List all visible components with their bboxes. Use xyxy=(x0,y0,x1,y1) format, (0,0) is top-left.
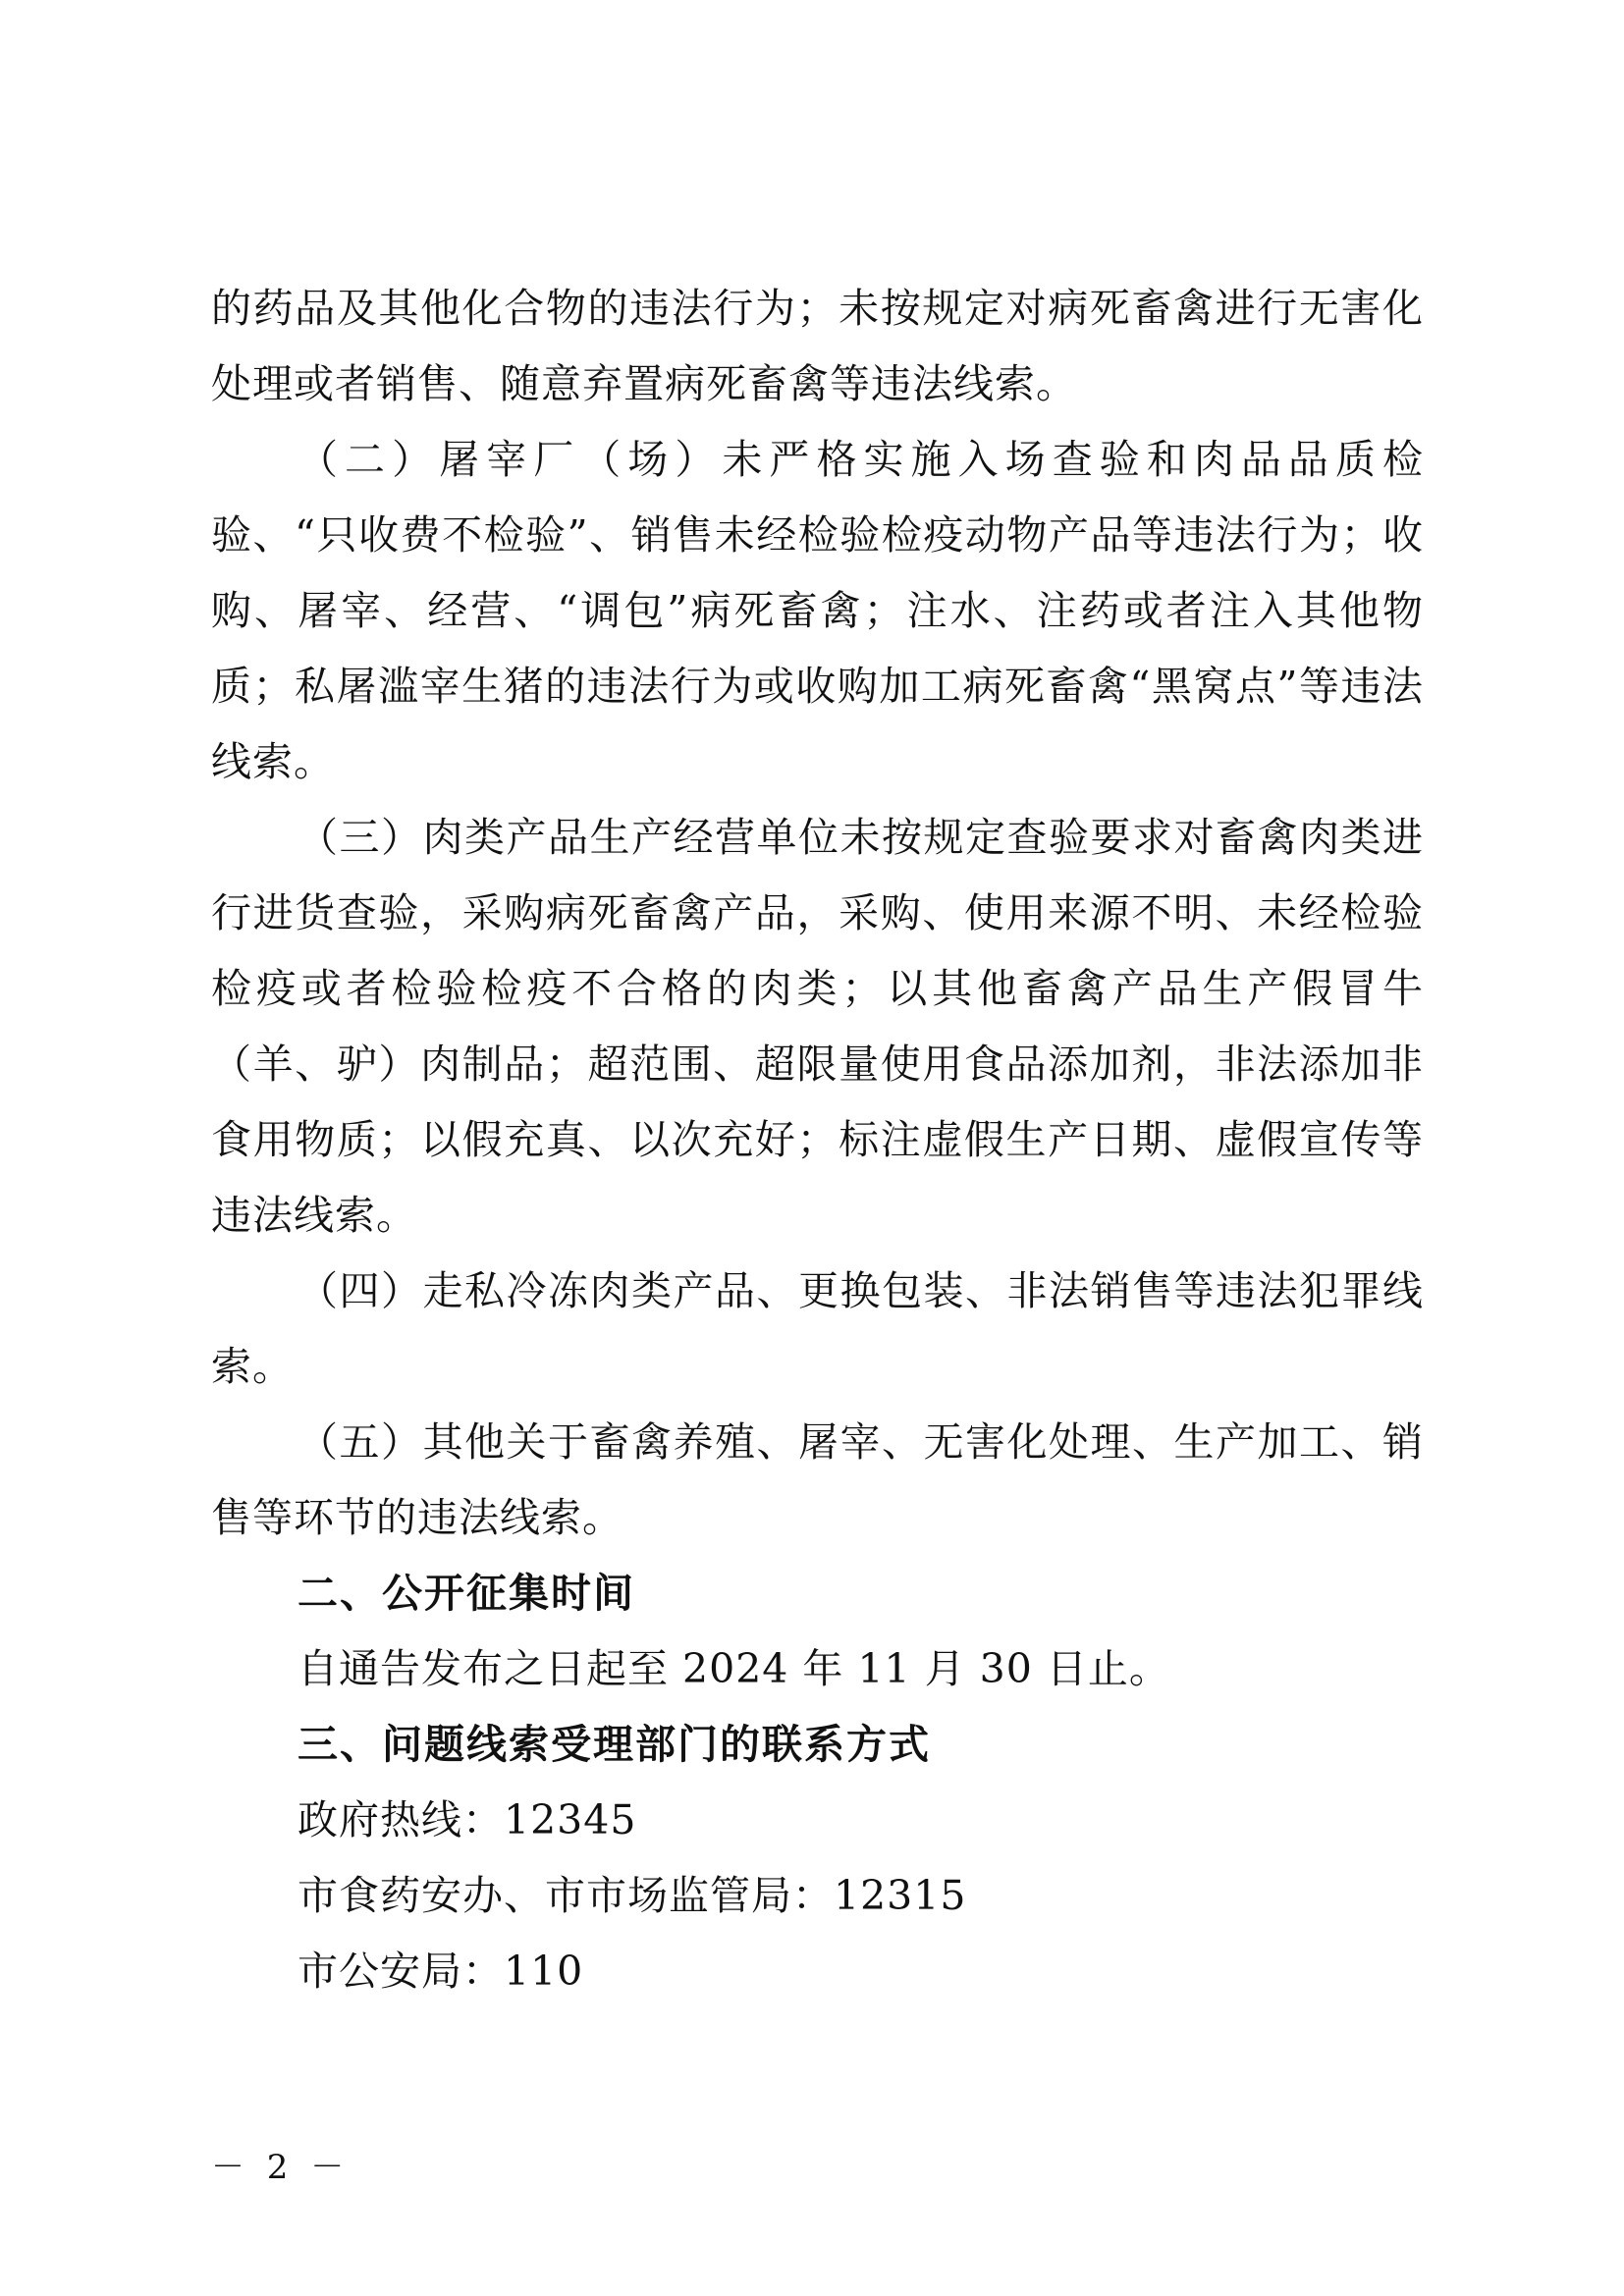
paragraph-item-5: （五）其他关于畜禽养殖、屠宰、无害化处理、生产加工、销售等环节的违法线索。 xyxy=(211,1418,1424,1541)
contact-government-hotline: 政府热线：12345 xyxy=(298,1796,637,1843)
page-number: － 2 － xyxy=(211,2148,351,2187)
paragraph-item-2: （二）屠宰厂（场）未严格实施入场查验和肉品品质检验、“只收费不检验”、销售未经检验检疫动物产品等违法行为；收购、屠宰、经营、“调包”病死畜禽；注水、注药或者注入其他物质；私屠滥宰生猪的违法行为或收购加工病死畜禽“黑窝点”等违法线索。 xyxy=(211,436,1424,785)
contact-public-security: 市公安局：110 xyxy=(298,1948,584,1995)
section-2-text: 自通告发布之日起至 2024 年 11 月 30 日止。 xyxy=(298,1645,1170,1692)
contact-market-supervision: 市食药安办、市市场监管局：12315 xyxy=(298,1872,967,1919)
document-body xyxy=(211,271,1424,2009)
paragraph-item-3: （三）肉类产品生产经营单位未按规定查验要求对畜禽肉类进行进货查验，采购病死畜禽产品，采购、使用来源不明、未经检验检疫或者检验检疫不合格的肉类；以其他畜禽产品生产假冒牛（羊、驴）肉制品；超范围、超限量使用食品添加剂，非法添加非食用物质；以假充真、以次充好；标注虚假生产日期、虚假宣传等违法线索。 xyxy=(211,814,1424,1239)
section-3-heading: 三、问题线索受理部门的联系方式 xyxy=(298,1721,931,1768)
section-2-heading: 二、公开征集时间 xyxy=(298,1570,635,1617)
paragraph-continuation: 的药品及其他化合物的违法行为；未按规定对病死畜禽进行无害化处理或者销售、随意弃置病死畜禽等违法线索。 xyxy=(211,285,1424,407)
paragraph-item-4: （四）走私冷冻肉类产品、更换包装、非法销售等违法犯罪线索。 xyxy=(211,1267,1424,1390)
